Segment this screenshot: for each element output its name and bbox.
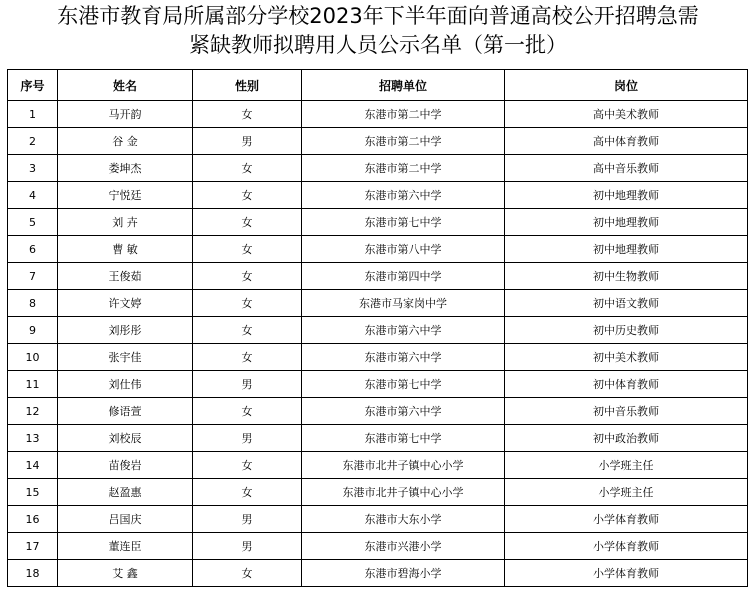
cell-index: 7	[8, 263, 58, 290]
cell-name: 娄坤杰	[58, 155, 193, 182]
cell-position: 初中地理教师	[505, 182, 748, 209]
cell-gender: 女	[193, 182, 302, 209]
cell-gender: 女	[193, 155, 302, 182]
cell-name: 刘校辰	[58, 425, 193, 452]
cell-position: 小学体育教师	[505, 533, 748, 560]
cell-index: 15	[8, 479, 58, 506]
table-row	[8, 317, 748, 344]
cell-unit: 东港市大东小学	[302, 506, 505, 533]
table-row	[8, 182, 748, 209]
cell-gender: 男	[193, 128, 302, 155]
cell-position: 初中语文教师	[505, 290, 748, 317]
table-header-row	[8, 70, 748, 101]
table-row	[8, 209, 748, 236]
cell-unit: 东港市第二中学	[302, 155, 505, 182]
cell-unit: 东港市兴港小学	[302, 533, 505, 560]
cell-position: 小学体育教师	[505, 506, 748, 533]
cell-unit: 东港市第八中学	[302, 236, 505, 263]
cell-name: 修语萱	[58, 398, 193, 425]
table-row	[8, 452, 748, 479]
cell-index: 8	[8, 290, 58, 317]
table-row	[8, 128, 748, 155]
cell-position: 初中生物教师	[505, 263, 748, 290]
cell-index: 16	[8, 506, 58, 533]
cell-gender: 女	[193, 479, 302, 506]
table-row	[8, 263, 748, 290]
cell-index: 17	[8, 533, 58, 560]
cell-unit: 东港市马家岗中学	[302, 290, 505, 317]
cell-gender: 女	[193, 344, 302, 371]
cell-name: 刘仕伟	[58, 371, 193, 398]
cell-index: 10	[8, 344, 58, 371]
cell-index: 6	[8, 236, 58, 263]
table-row	[8, 344, 748, 371]
cell-name: 许文婷	[58, 290, 193, 317]
cell-gender: 女	[193, 263, 302, 290]
cell-gender: 女	[193, 560, 302, 587]
cell-gender: 女	[193, 290, 302, 317]
header-gender: 性别	[193, 70, 302, 101]
cell-unit: 东港市第七中学	[302, 209, 505, 236]
cell-position: 小学班主任	[505, 452, 748, 479]
cell-gender: 男	[193, 506, 302, 533]
cell-gender: 女	[193, 317, 302, 344]
table-row	[8, 371, 748, 398]
cell-unit: 东港市第二中学	[302, 101, 505, 128]
cell-index: 3	[8, 155, 58, 182]
table-row	[8, 425, 748, 452]
cell-unit: 东港市碧海小学	[302, 560, 505, 587]
table-row	[8, 101, 748, 128]
cell-gender: 女	[193, 452, 302, 479]
cell-name: 刘彤彤	[58, 317, 193, 344]
cell-gender: 女	[193, 398, 302, 425]
cell-gender: 女	[193, 236, 302, 263]
cell-index: 18	[8, 560, 58, 587]
cell-position: 高中美术教师	[505, 101, 748, 128]
header-position: 岗位	[505, 70, 748, 101]
cell-name: 艾 鑫	[58, 560, 193, 587]
cell-unit: 东港市北井子镇中心小学	[302, 452, 505, 479]
cell-name: 张宇佳	[58, 344, 193, 371]
cell-unit: 东港市第七中学	[302, 425, 505, 452]
cell-position: 初中体育教师	[505, 371, 748, 398]
table-row	[8, 290, 748, 317]
cell-index: 14	[8, 452, 58, 479]
cell-name: 谷 金	[58, 128, 193, 155]
document-title	[0, 2, 756, 60]
cell-position: 初中美术教师	[505, 344, 748, 371]
cell-unit: 东港市第七中学	[302, 371, 505, 398]
table-row	[8, 398, 748, 425]
cell-name: 宁悦廷	[58, 182, 193, 209]
cell-index: 9	[8, 317, 58, 344]
table-row	[8, 506, 748, 533]
cell-position: 高中音乐教师	[505, 155, 748, 182]
cell-name: 赵盈惠	[58, 479, 193, 506]
table-row	[8, 560, 748, 587]
cell-gender: 男	[193, 533, 302, 560]
cell-gender: 女	[193, 101, 302, 128]
candidate-table	[7, 69, 748, 587]
table-row	[8, 155, 748, 182]
table-body	[8, 101, 748, 587]
cell-unit: 东港市第六中学	[302, 317, 505, 344]
cell-index: 5	[8, 209, 58, 236]
table-row	[8, 479, 748, 506]
cell-name: 吕国庆	[58, 506, 193, 533]
cell-name: 曹 敏	[58, 236, 193, 263]
cell-gender: 女	[193, 209, 302, 236]
cell-unit: 东港市第四中学	[302, 263, 505, 290]
cell-index: 2	[8, 128, 58, 155]
cell-name: 刘 卉	[58, 209, 193, 236]
cell-index: 11	[8, 371, 58, 398]
cell-unit: 东港市第六中学	[302, 182, 505, 209]
title-line-1: 东港市教育局所属部分学校2023年下半年面向普通高校公开招聘急需	[57, 4, 699, 28]
title-line-2: 紧缺教师拟聘用人员公示名单（第一批）	[189, 33, 567, 57]
header-index: 序号	[8, 70, 58, 101]
cell-index: 12	[8, 398, 58, 425]
cell-name: 王俊茹	[58, 263, 193, 290]
cell-index: 1	[8, 101, 58, 128]
cell-unit: 东港市北井子镇中心小学	[302, 479, 505, 506]
cell-position: 高中体育教师	[505, 128, 748, 155]
cell-gender: 男	[193, 371, 302, 398]
header-unit: 招聘单位	[302, 70, 505, 101]
header-name: 姓名	[58, 70, 193, 101]
table-row	[8, 236, 748, 263]
cell-position: 初中政治教师	[505, 425, 748, 452]
cell-position: 初中音乐教师	[505, 398, 748, 425]
cell-name: 马开韵	[58, 101, 193, 128]
cell-unit: 东港市第六中学	[302, 398, 505, 425]
cell-unit: 东港市第二中学	[302, 128, 505, 155]
cell-position: 小学体育教师	[505, 560, 748, 587]
cell-position: 初中地理教师	[505, 209, 748, 236]
cell-position: 初中历史教师	[505, 317, 748, 344]
cell-gender: 男	[193, 425, 302, 452]
cell-position: 初中地理教师	[505, 236, 748, 263]
table-row	[8, 533, 748, 560]
cell-unit: 东港市第六中学	[302, 344, 505, 371]
cell-name: 苗俊岩	[58, 452, 193, 479]
cell-index: 4	[8, 182, 58, 209]
cell-name: 董连臣	[58, 533, 193, 560]
cell-position: 小学班主任	[505, 479, 748, 506]
cell-index: 13	[8, 425, 58, 452]
